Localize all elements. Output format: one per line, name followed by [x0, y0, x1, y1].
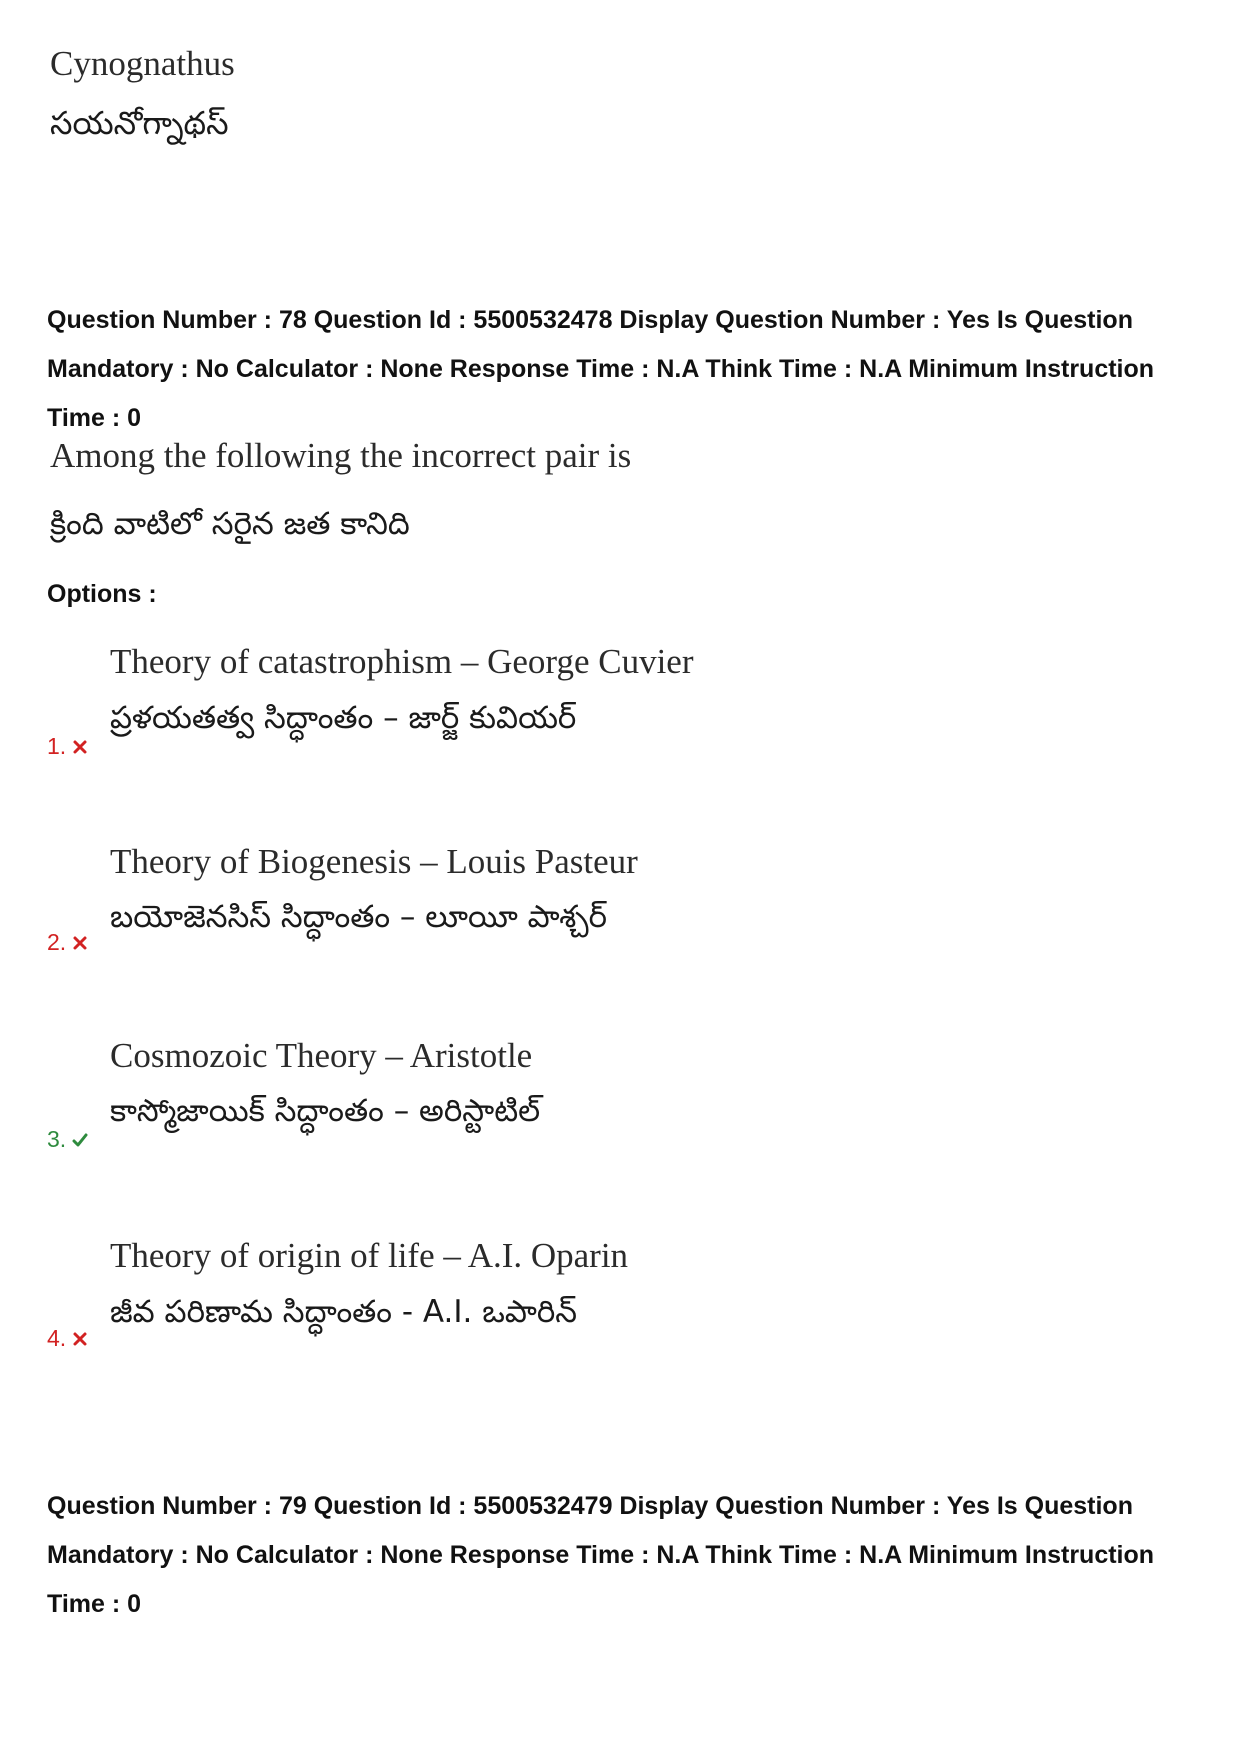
question-79-metadata: Question Number : 79 Question Id : 5500532479 Display Question Number : Yes Is Question Mandatory : No Calculator : None Response Time : N.A Think Time : N.A Minimum Instruction Time : 0	[47, 1492, 1155, 1618]
cross-icon	[72, 1331, 88, 1347]
option-1-number: 1.	[47, 733, 67, 759]
option-4-english: Theory of origin of life – A.I. Oparin	[110, 1236, 629, 1275]
option-3-telugu: కాస్మోజాయిక్ సిద్ధాంతం – అరిస్టాటిల్	[110, 1093, 541, 1129]
cross-icon	[72, 935, 88, 951]
previous-option-telugu: సయనోగ్నాథస్	[50, 104, 229, 142]
question-78-metadata: Question Number : 78 Question Id : 5500532478 Display Question Number : Yes Is Question Mandatory : No Calculator : None Response Time : N.A Think Time : N.A Minimum Instruction Time : 0	[47, 306, 1155, 432]
option-2-english: Theory of Biogenesis – Louis Pasteur	[110, 842, 638, 881]
option-4-marker	[47, 1325, 88, 1352]
previous-option-english: Cynognathus	[50, 44, 235, 83]
cross-icon	[72, 739, 88, 755]
option-3-number: 3.	[47, 1126, 67, 1152]
option-3-marker	[47, 1126, 88, 1153]
question-78-text-english: Among the following the incorrect pair is	[50, 436, 632, 475]
option-3-english: Cosmozoic Theory – Aristotle	[110, 1036, 533, 1075]
question-78-text-telugu: క్రింది వాటిలో సరైన జత కానిది	[50, 506, 410, 542]
option-1-marker	[47, 733, 88, 760]
option-2-telugu: బయోజెనసిస్ సిద్ధాంతం – లూయీ పాశ్చర్	[110, 899, 608, 935]
check-icon	[72, 1132, 88, 1148]
option-1-telugu: ప్రళయతత్వ సిద్ధాంతం – జార్జ్ కువియర్	[110, 700, 577, 736]
options-label: Options :	[47, 580, 157, 608]
option-2-number: 2.	[47, 929, 67, 955]
option-2-marker	[47, 929, 88, 956]
option-4-number: 4.	[47, 1325, 67, 1351]
option-4-telugu: జీవ పరిణామ సిద్ధాంతం - A.I. ఒపారిన్	[110, 1294, 578, 1330]
option-1-english: Theory of catastrophism – George Cuvier	[110, 642, 694, 681]
